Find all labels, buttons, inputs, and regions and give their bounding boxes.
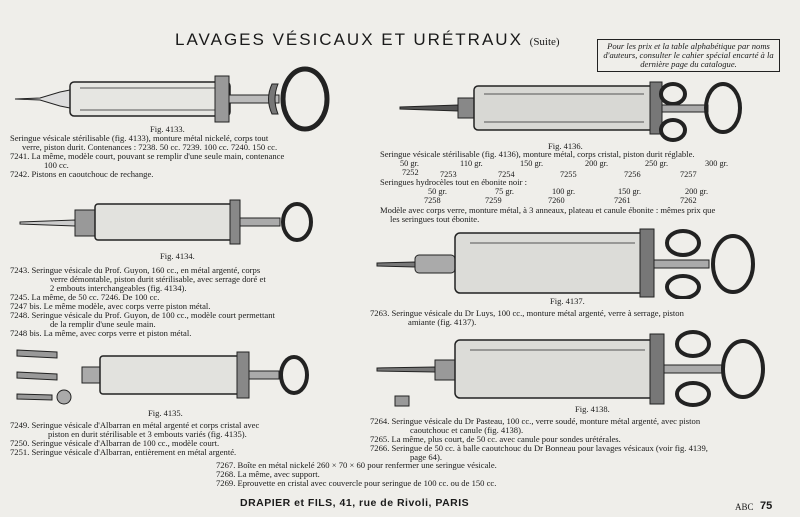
title-suite: (Suite)	[529, 36, 560, 48]
entry-7243-line3: 2 embouts interchangeables (fig. 4134).	[50, 283, 187, 293]
entry-7268: 7268. La même, avec support.	[216, 469, 320, 479]
printer-mark: ABC	[735, 502, 754, 512]
ref-number-cell: 7256	[624, 170, 641, 179]
ref-number-cell: 7259	[485, 196, 502, 205]
entry-7263-line1: 7263. Seringue vésicale du Dr Luys, 100 cc., monture métal argenté, verre à serrage, piston	[370, 308, 684, 318]
figure-caption-4136: Fig. 4136.	[548, 141, 583, 151]
entry-7241-line2: 100 cc.	[44, 160, 69, 170]
capacity-cell: 150 gr.	[618, 187, 642, 196]
figure-caption-4137: Fig. 4137.	[550, 296, 585, 306]
entry-7243-line1: 7243. Seringue vésicale du Prof. Guyon, 160 cc., en métal argenté, corps	[10, 265, 261, 275]
capacity-cell: 75 gr.	[495, 187, 514, 196]
syringe-illustration-4133	[10, 62, 340, 132]
capacity-cell: 110 gr.	[460, 159, 483, 168]
entry-7250: 7250. Seringue vésicale d'Albarran de 100 cc., modèle court.	[10, 438, 220, 448]
entry-7266-line1: 7266. Seringue de 50 cc. à balle caoutchouc du Dr Bonneau pour lavages vésicaux (voir fig. 4139,	[370, 443, 708, 453]
page-title	[175, 30, 560, 50]
entry-7248-line2: de la remplir d'une seule main.	[50, 319, 156, 329]
ref-number-cell: 7262	[680, 196, 697, 205]
capacity-cell: 100 gr.	[552, 187, 576, 196]
entry-7242: 7242. Pistons en caoutchouc de rechange.	[10, 169, 154, 179]
capacity-cell: 300 gr.	[705, 159, 729, 168]
ref-number-cell: 7260	[548, 196, 565, 205]
entry-7264-line2: caoutchouc et canule (fig. 4138).	[410, 425, 524, 435]
entry-7247: 7247 bis. Le même modèle, avec corps verre piston métal.	[10, 301, 211, 311]
entry-7245: 7245. La même, de 50 cc. 7246. De 100 cc.	[10, 292, 160, 302]
entry-7269: 7269. Eprouvette en cristal avec couvercle pour seringue de 100 cc. ou de 150 cc.	[216, 478, 497, 488]
entry-7248-line1: 7248. Seringue vésicale du Prof. Guyon, de 100 cc., modèle court permettant	[10, 310, 275, 320]
capacity-cell: 50 gr.	[428, 187, 447, 196]
entry-4133-line2: verre, piston durit. Contenances : 7238. 50 cc. 7239. 100 cc. 7240. 150 cc.	[22, 142, 278, 152]
entry-7249-line1: 7249. Seringue vésicale d'Albarran en métal argenté et corps cristal avec	[10, 420, 260, 430]
capacity-cell: 150 gr.	[520, 159, 544, 168]
syringe-illustration-4134	[15, 190, 315, 250]
syringe-illustration-4136	[398, 80, 758, 150]
syringe-illustration-4137	[375, 227, 770, 299]
capacity-cell: 200 gr.	[685, 187, 709, 196]
figure-caption-4135: Fig. 4135.	[148, 408, 183, 418]
ref-number-cell: 7253	[440, 170, 457, 179]
capacity-cell: 250 gr.	[645, 159, 669, 168]
capacity-cell: 50 gr.	[400, 159, 419, 168]
catalogue-notice-box: Pour les prix et la table alphabétique par noms d'auteurs, consulter le cahier spécial encarté à la dernière page du catalogue.	[597, 39, 780, 72]
entry-7251: 7251. Seringue vésicale d'Albarran, entièrement en métal argenté.	[10, 447, 237, 457]
ref-number-cell: 7255	[560, 170, 577, 179]
entry-7243-line2: verre démontable, piston durit stérilisable, avec serrage doré et	[50, 274, 266, 284]
entry-modele-line2: les seringues tout ébonite.	[390, 214, 480, 224]
entry-7249-line2: piston en durit stérilisable et 3 embouts variés (fig. 4135).	[48, 429, 247, 439]
syringe-illustration-4135	[12, 342, 312, 408]
figure-caption-4134: Fig. 4134.	[160, 251, 195, 261]
entry-4136-line1: Seringue vésicale stérilisable (fig. 4136), monture métal, corps cristal, piston durit réglable.	[380, 149, 695, 159]
figure-caption-4133: Fig. 4133.	[150, 124, 185, 134]
entry-7266-line2: page 64).	[410, 452, 442, 462]
entry-7264-line1: 7264. Seringue vésicale du Dr Pasteau, 100 cc., verre soudé, monture métal argenté, avec piston	[370, 416, 701, 426]
entry-4133-line1: Seringue vésicale stérilisable (fig. 4133), monture métal nickelé, corps tout	[10, 133, 269, 143]
ref-number-cell: 7258	[424, 196, 441, 205]
entry-7265: 7265. La même, plus court, de 50 cc. avec canule pour sondes urétérales.	[370, 434, 621, 444]
entry-7267: 7267. Boîte en métal nickelé 260 × 70 × 60 pour renfermer une seringue vésicale.	[216, 460, 497, 470]
capacity-cell: 200 gr.	[585, 159, 609, 168]
ref-number-cell: 7254	[498, 170, 515, 179]
ref-number-cell: 7252	[402, 168, 419, 177]
entry-7263-line2: amiante (fig. 4137).	[408, 317, 477, 327]
entry-modele-line1: Modèle avec corps verre, monture métal, à 3 anneaux, plateau et canule ébonite : mêmes prix que	[380, 205, 716, 215]
entry-hydrocele: Seringues hydrocèles tout en ébonite noir :	[380, 177, 528, 187]
ref-number-cell: 7257	[680, 170, 697, 179]
ref-number-cell: 7261	[614, 196, 631, 205]
entry-7248bis: 7248 bis. La même, avec corps verre et piston métal.	[10, 328, 192, 338]
figure-caption-4138: Fig. 4138.	[575, 404, 610, 414]
page-number: 75	[760, 500, 773, 512]
entry-7241-line1: 7241. La même, modèle court, pouvant se remplir d'une seule main, contenance	[10, 151, 285, 161]
publisher-footer: DRAPIER et FILS, 41, rue de Rivoli, PARIS	[240, 497, 470, 509]
title-text: LAVAGES VÉSICAUX ET URÉTRAUX	[175, 30, 523, 49]
syringe-illustration-4138	[375, 328, 795, 408]
